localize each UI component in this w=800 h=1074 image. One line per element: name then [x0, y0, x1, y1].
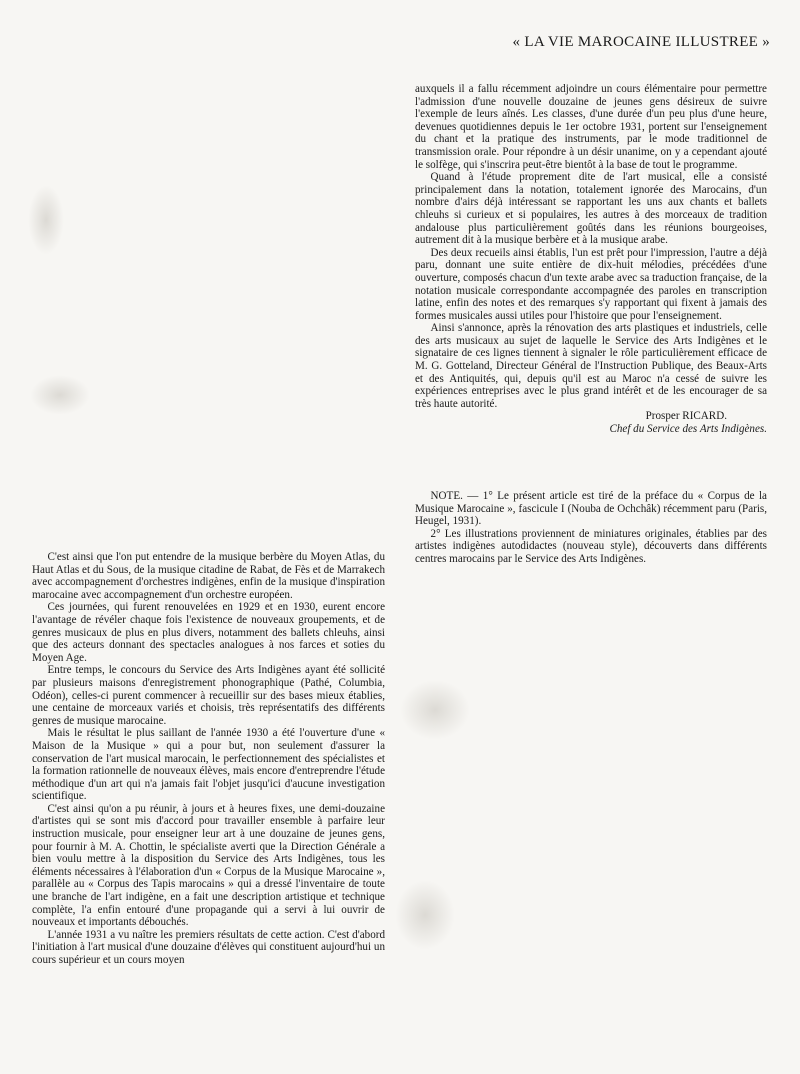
- signature-name: Prosper RICARD.: [645, 410, 727, 423]
- paragraph: Entre temps, le concours du Service des Arts Indigènes ayant été sollicité par plusieurs maisons d'enregistrement phonographique (Pathé, Columbia, Odéon), celles-ci purent commencer à recueillir sur des bases mieux établies, une centaine de morceaux variés et choisis, très représentatifs des différents genres de musique marocaine.: [32, 664, 385, 727]
- paper-stain: [30, 375, 90, 415]
- signature-title: Chef du Service des Arts Indigènes.: [609, 423, 767, 436]
- paragraph: C'est ainsi qu'on a pu réunir, à jours et à heures fixes, une demi-douzaine d'artistes qui se sont mis d'accord pour travailler ensemble à parfaire leur instruction musicale, pour enseigner leur art à une douzaine de jeunes gens, pour fournir à M. A. Chottin, le spécialiste averti que la Direction Générale a bien voulu mettre à la disposition du Service des Arts Indigènes, tous les éléments nécessaires à l'élaboration d'un « Corpus de la Musique Marocaine », parallèle au « Corpus des Tapis marocains » qui a dressé l'inventaire de toute une branche de l'art indigène, en a fait une description artistique et technique complète, l'a enfin entouré d'une propagande qui a servi à lui ouvrir de nouveaux et importants débouchés.: [32, 802, 385, 929]
- right-column: [415, 83, 767, 436]
- paragraph: Quand à l'étude proprement dite de l'art musical, elle a consisté principalement dans la notation, totalement ignorée des Marocains, d'un nombre d'airs déjà intéressant se rapportant les uns aux chants et ballets chleuhs si curieux et si populaires, les autres à des morceaux de tradition andalouse plus particulièrement goûtés dans les réunions bourgeoises, autrement dit à la musique berbère et à la musique arabe.: [415, 171, 767, 247]
- paragraph: Des deux recueils ainsi établis, l'un est prêt pour l'impression, l'autre a déjà paru, donnant une suite entière de dix-huit mélodies, précédées d'une ouverture, composés chacun d'un texte arabe avec sa traduction française, de la notation musicale correspondante accompagnée des paroles en transcription latine, enfin des notes et des remarques s'y rapportant qui fixent à jamais des formes musicales aussi utiles pour l'histoire que pour l'enseignement.: [415, 246, 767, 322]
- paper-stain: [28, 185, 64, 255]
- paper-stain: [400, 680, 470, 740]
- paragraph: Ainsi s'annonce, après la rénovation des arts plastiques et industriels, celle des arts musicaux au sujet de laquelle le Service des Arts Indigènes et le signataire de ces lignes tiennent à signaler le rôle particulièrement efficace de M. G. Gotteland, Directeur Général de l'Instruction Publique, des Beaux-Arts et des Antiquités, qui, depuis qu'il est au Maroc n'a cessé de suivre les expériences entreprises avec le plus grand intérêt et de les encourager de sa très haute autorité.: [415, 322, 767, 410]
- note-2: 2° Les illustrations proviennent de miniatures originales, établies par des artistes indigènes autodidactes (nouveau style), découverts dans différents centres marocains par le Service des Arts Indigènes.: [415, 527, 767, 565]
- paragraph: C'est ainsi que l'on put entendre de la musique berbère du Moyen Atlas, du Haut Atlas et du Sous, de la musique citadine de Rabat, de Fès et de Marrakech avec accompagnement d'orchestres indigènes, enfin de la musique d'inspiration marocaine avec accompagnement d'un orchestre européen.: [32, 551, 385, 601]
- note-1: NOTE. — 1° Le présent article est tiré de la préface du « Corpus de la Musique Marocaine », fascicule I (Nouba de Ochchâk) récemment paru (Paris, Heugel, 1931).: [415, 490, 767, 528]
- paragraph: L'année 1931 a vu naître les premiers résultats de cette action. C'est d'abord l'initiation à l'art musical d'une douzaine d'élèves qui constituent aujourd'hui un cours supérieur et un cours moyen: [32, 928, 385, 966]
- paper-stain: [395, 880, 455, 950]
- paragraph: auxquels il a fallu récemment adjoindre un cours élémentaire pour permettre l'admission d'une nouvelle douzaine de jeunes gens désireux de suivre l'exemple de leurs aînés. Les classes, d'une durée d'un peu plus d'une heure, devenues quotidiennes depuis le 1er octobre 1931, portent sur l'enseignement du chant et la pratique des instruments, par le mode traditionnel de transmission orale. Pour répondre à un désir unanime, on y a cependant ajouté le solfège, qui s'inscrira peut-être bientôt à la base de tout le programme.: [415, 83, 767, 171]
- signature: [415, 410, 767, 435]
- paragraph: Mais le résultat le plus saillant de l'année 1930 a été l'ouverture d'une « Maison de la Musique » qui a pour but, non seulement d'assurer la conservation de l'art musical marocain, le perfectionnement des spécialistes et la formation rationnelle de nouveaux élèves, mais encore d'entreprendre l'étude méthodique d'un art qui n'a jamais fait l'objet jusqu'ici d'aucune investigation scientifique.: [32, 727, 385, 803]
- notes-section: [415, 490, 767, 566]
- left-column: [32, 551, 385, 967]
- page-header: « LA VIE MAROCAINE ILLUSTREE »: [512, 34, 770, 50]
- paragraph: Ces journées, qui furent renouvelées en 1929 et en 1930, eurent encore l'avantage de révéler chaque fois l'existence de nouveaux groupements, et de genres musicaux de plus en plus divers, notamment des ballets chleuhs, ainsi que des acteurs donnant des spectacles analogues à nos farces et soties du Moyen Age.: [32, 601, 385, 664]
